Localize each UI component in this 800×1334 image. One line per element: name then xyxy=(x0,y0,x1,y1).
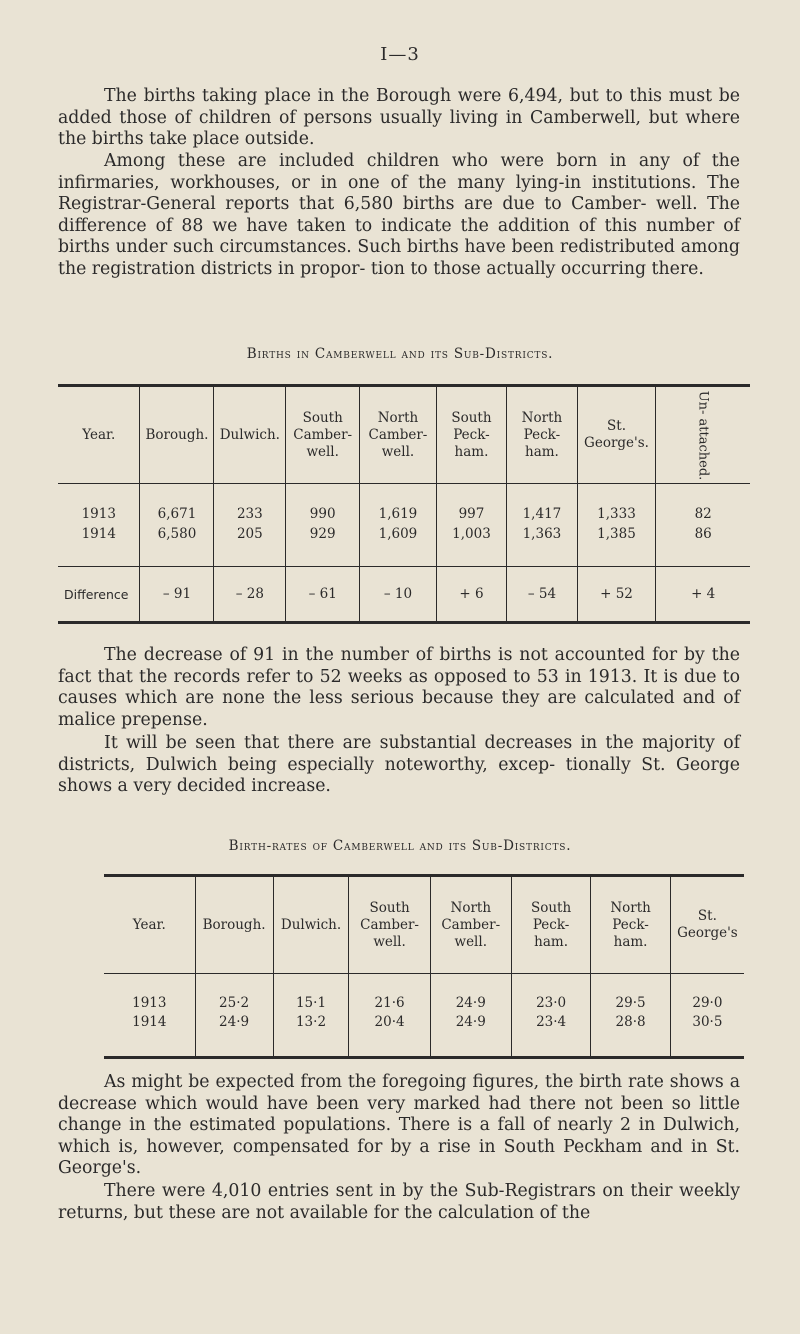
cell: 28·8 xyxy=(591,1013,670,1058)
cell: 86 xyxy=(656,524,750,567)
col-north-peckham: North Peck- ham. xyxy=(591,876,670,974)
cell: – 61 xyxy=(286,567,360,623)
paragraph-birth-rate: As might be expected from the foregoing figures, the birth rate shows a decrease which would have been very marked had there not been so little change in the estimated populations. There is a fall of nearly 2 in Dulwich, which is, however, compensated for by a rise in South Peckham and in St. George's. xyxy=(58,1072,740,1179)
cell: 1913 xyxy=(132,995,167,1011)
cell: 30·5 xyxy=(670,1013,744,1058)
table1-caption: Births in Camberwell and its Sub-Districts. xyxy=(246,346,554,362)
paragraph-births-borough: The births taking place in the Borough were 6,494, but to this must be added those of children of persons usually living in Camberwell, but where the births take place outside. xyxy=(58,86,740,150)
cell: 1914 xyxy=(81,526,116,542)
cell: + 6 xyxy=(436,567,506,623)
cell: 6,580 xyxy=(140,524,214,567)
col-st-georges: St. George's xyxy=(670,876,744,974)
col-south-camberwell: South Camber- well. xyxy=(286,386,360,484)
cell: 29·5 xyxy=(591,974,670,1014)
paragraph-decrease: The decrease of 91 in the number of births is not accounted for by the fact that the records refer to 52 weeks as opposed to 53 in 1913. It is due to causes which are none the less serious because they are calculated and of malice prepense. xyxy=(58,645,740,730)
births-table xyxy=(58,384,750,624)
cell: 997 xyxy=(436,484,506,525)
col-north-camberwell: North Camber- well. xyxy=(360,386,437,484)
cell: 233 xyxy=(214,484,286,525)
cell: 20·4 xyxy=(349,1013,430,1058)
cell: 1,003 xyxy=(436,524,506,567)
cell: 13·2 xyxy=(273,1013,349,1058)
cell: Difference xyxy=(64,586,129,602)
col-north-peckham: North Peck- ham. xyxy=(507,386,578,484)
cell: 24·9 xyxy=(430,1013,511,1058)
cell: 929 xyxy=(286,524,360,567)
birth-rates-table xyxy=(104,874,744,1059)
table-row xyxy=(58,524,750,567)
table2-caption: Birth-rates of Camberwell and its Sub-Districts. xyxy=(228,838,572,854)
cell: 205 xyxy=(214,524,286,567)
col-dulwich: Dulwich. xyxy=(214,386,286,484)
cell: 82 xyxy=(656,484,750,525)
cell: 1,609 xyxy=(360,524,437,567)
cell: 23·0 xyxy=(511,974,590,1014)
col-year: Year. xyxy=(132,916,166,933)
cell: 1,333 xyxy=(577,484,656,525)
table-row xyxy=(104,1013,744,1058)
col-borough: Borough. xyxy=(195,876,273,974)
cell: + 52 xyxy=(577,567,656,623)
paragraph-districts: It will be seen that there are substantial decreases in the majority of districts, Dulwich being especially noteworthy, excep- tionally St. George shows a very decided increase. xyxy=(58,733,740,797)
col-borough: Borough. xyxy=(140,386,214,484)
cell: 1,417 xyxy=(507,484,578,525)
col-st-georges: St. George's. xyxy=(577,386,656,484)
cell: 1913 xyxy=(81,506,116,522)
col-unattached xyxy=(656,386,750,484)
cell: 29·0 xyxy=(670,974,744,1014)
unattached-label: Un- attached. xyxy=(695,390,711,480)
col-south-peckham: South Peck- ham. xyxy=(436,386,506,484)
table-row xyxy=(104,974,744,1014)
cell: 21·6 xyxy=(349,974,430,1014)
cell: 1,363 xyxy=(507,524,578,567)
paragraph-entries: There were 4,010 entries sent in by the Sub-Registrars on their weekly returns, but these are not available for the calculation of the xyxy=(58,1181,740,1223)
table-header-row xyxy=(104,876,744,974)
col-north-camberwell: North Camber- well. xyxy=(430,876,511,974)
cell: 23·4 xyxy=(511,1013,590,1058)
difference-row xyxy=(58,567,750,623)
cell: 1,619 xyxy=(360,484,437,525)
col-south-camberwell: South Camber- well. xyxy=(349,876,430,974)
cell: 24·9 xyxy=(430,974,511,1014)
cell: 990 xyxy=(286,484,360,525)
cell: – 91 xyxy=(140,567,214,623)
page-number: I—3 xyxy=(380,44,420,65)
cell: + 4 xyxy=(656,567,750,623)
cell: 6,671 xyxy=(140,484,214,525)
col-south-peckham: South Peck- ham. xyxy=(511,876,590,974)
table-row xyxy=(58,484,750,525)
table-header-row xyxy=(58,386,750,484)
cell: 1914 xyxy=(132,1014,167,1030)
cell: – 10 xyxy=(360,567,437,623)
cell: 1,385 xyxy=(577,524,656,567)
paragraph-institutions: Among these are included children who were born in any of the infirmaries, workhouses, or in one of the many lying-in institutions. The Registrar-General reports that 6,580 births are due to Camber- well. The difference of 88 we have taken to indicate the addition of this number of births under such circumstances. Such births have been redistributed among the registration districts in propor- tion to those actually occurring there. xyxy=(58,151,740,279)
cell: 15·1 xyxy=(273,974,349,1014)
col-year: Year. xyxy=(82,426,116,443)
col-dulwich: Dulwich. xyxy=(273,876,349,974)
cell: – 54 xyxy=(507,567,578,623)
cell: – 28 xyxy=(214,567,286,623)
cell: 25·2 xyxy=(195,974,273,1014)
cell: 24·9 xyxy=(195,1013,273,1058)
